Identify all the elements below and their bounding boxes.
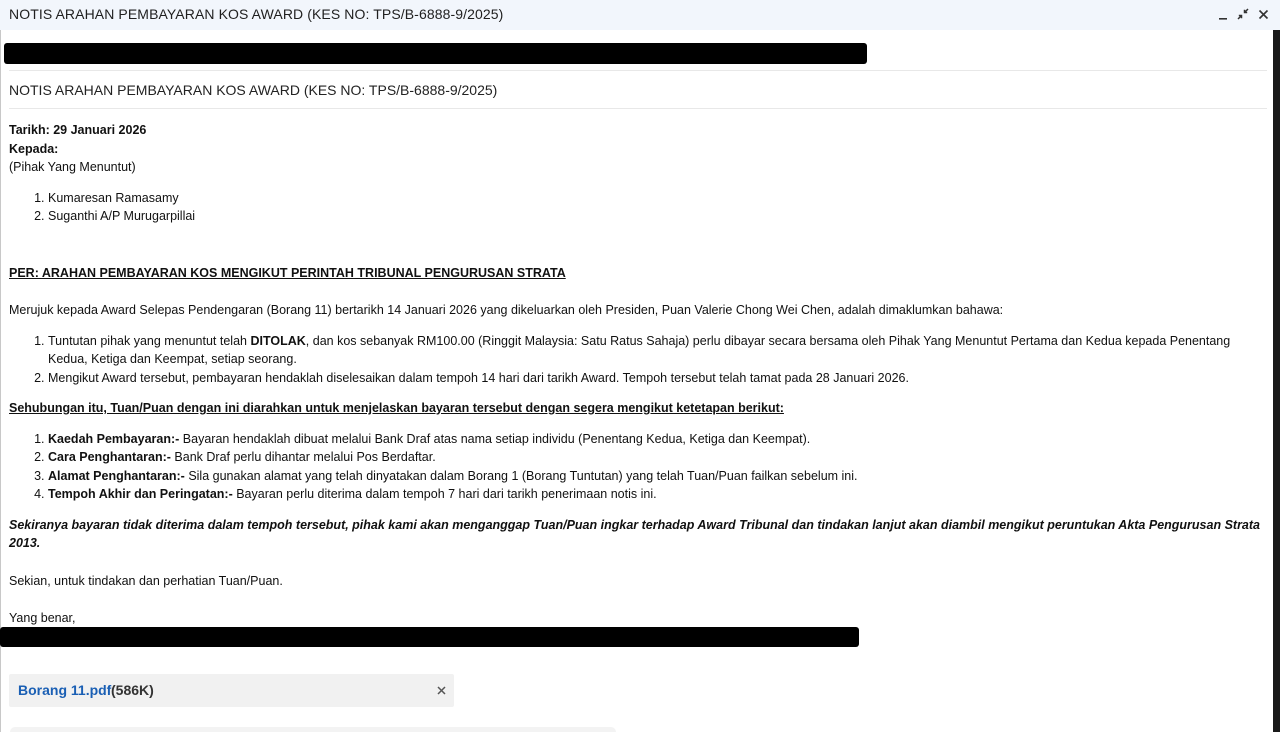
list-item: 1. Kumaresan Ramasamy	[48, 189, 1265, 208]
instruction-label: Kaedah Pembayaran:-	[48, 431, 180, 446]
closing-line: Sekian, untuk tindakan dan perhatian Tuan/Puan.	[9, 573, 283, 588]
window-right-border	[1273, 30, 1280, 732]
title-bar	[0, 0, 1280, 30]
list-item	[48, 332, 1265, 369]
list-item	[48, 430, 1265, 449]
directive-heading: Sehubungan itu, Tuan/Puan dengan ini diarahkan untuk menjelaskan bayaran tersebut dengan segera mengikut ketetapan berikut:	[9, 401, 784, 415]
instruction-text: Bayaran perlu diterima dalam tempoh 7 hari dari tarikh penerimaan notis ini.	[232, 487, 657, 501]
divider	[9, 108, 1267, 109]
attachment-name-link[interactable]: Borang 11.pdf	[18, 682, 112, 698]
per-heading: PER: ARAHAN PEMBAYARAN KOS MENGIKUT PERINTAH TRIBUNAL PENGURUSAN STRATA	[9, 265, 566, 280]
instruction-text: Bayaran hendaklah dibuat melalui Bank Draf atas nama setiap individu (Penentang Kedua, Ketiga dan Keempat).	[179, 431, 811, 446]
points-list	[9, 332, 1265, 388]
instruction-label: Cara Penghantaran:-	[48, 450, 171, 464]
email-body[interactable]	[9, 121, 1265, 628]
divider	[9, 70, 1267, 71]
signoff-line: Yang benar,	[9, 611, 76, 625]
redacted-signature	[0, 627, 859, 647]
list-item	[48, 467, 1265, 486]
instruction-label: Alamat Penghantaran:-	[48, 468, 185, 483]
attachment-size: (586K)	[111, 682, 154, 698]
window-title: NOTIS ARAHAN PEMBAYARAN KOS AWARD (KES NO: TPS/B-6888-9/2025)	[9, 6, 504, 22]
toolbar-strip	[10, 727, 616, 732]
list-item	[48, 485, 1265, 504]
point-emphasis: DITOLAK	[250, 333, 306, 348]
instruction-label: Tempoh Akhir dan Peringatan:-	[48, 487, 233, 501]
list-item: 2. Suganthi A/P Murugarpillai	[48, 207, 1265, 226]
subject-field[interactable]: NOTIS ARAHAN PEMBAYARAN KOS AWARD (KES NO: TPS/B-6888-9/2025)	[9, 82, 498, 98]
window-controls	[1216, 5, 1270, 23]
point-text: , dan kos sebanyak RM100.00 (Ringgit Malaysia: Satu Ratus Sahaja) perlu dibayar secara bersama oleh Pihak Yang Menuntut Pertama dan Kedua kepada Penentang Kedua, Ketiga dan Keempat, setiap seorang.	[48, 333, 1231, 366]
minimize-icon[interactable]	[1216, 5, 1230, 23]
attachment-chip[interactable]	[9, 674, 454, 707]
list-item: 2. Mengikut Award tersebut, pembayaran hendaklah diselesaikan dalam tempoh 14 hari dari tarikh Award. Tempoh tersebut telah tamat pada 28 Januari 2026.	[48, 369, 1265, 388]
instruction-text: Bank Draf perlu dihantar melalui Pos Berdaftar.	[170, 450, 436, 464]
intro-paragraph: Merujuk kepada Award Selepas Pendengaran (Borang 11) bertarikh 14 Januari 2026 yang dikeluarkan oleh Presiden, Puan Valerie Chong Wei Chen, adalah dimaklumkan bahawa:	[9, 303, 1004, 317]
party-label: (Pihak Yang Menuntut)	[9, 160, 136, 174]
close-icon[interactable]	[1256, 5, 1270, 23]
redacted-recipients-field	[4, 43, 867, 64]
instructions-list	[9, 430, 1265, 504]
remove-attachment-icon[interactable]	[434, 682, 448, 698]
exit-fullscreen-icon[interactable]	[1236, 5, 1250, 23]
list-item	[48, 448, 1265, 467]
warning-paragraph: Sekiranya bayaran tidak diterima dalam tempoh tersebut, pihak kami akan menganggap Tuan/Puan ingkar terhadap Award Tribunal dan tindakan lanjut akan diambil mengikut peruntukan Akta Pengurusan Strata 2013.	[9, 517, 1261, 550]
recipient-list	[9, 189, 1265, 226]
instruction-text: Sila gunakan alamat yang telah dinyatakan dalam Borang 1 (Borang Tuntutan) yang telah Tuan/Puan failkan sebelum ini.	[184, 468, 858, 483]
point-text: Tuntutan pihak yang menuntut telah	[48, 333, 251, 348]
date-line: Tarikh: 29 Januari 2026	[9, 123, 147, 137]
to-label: Kepada:	[9, 141, 59, 156]
